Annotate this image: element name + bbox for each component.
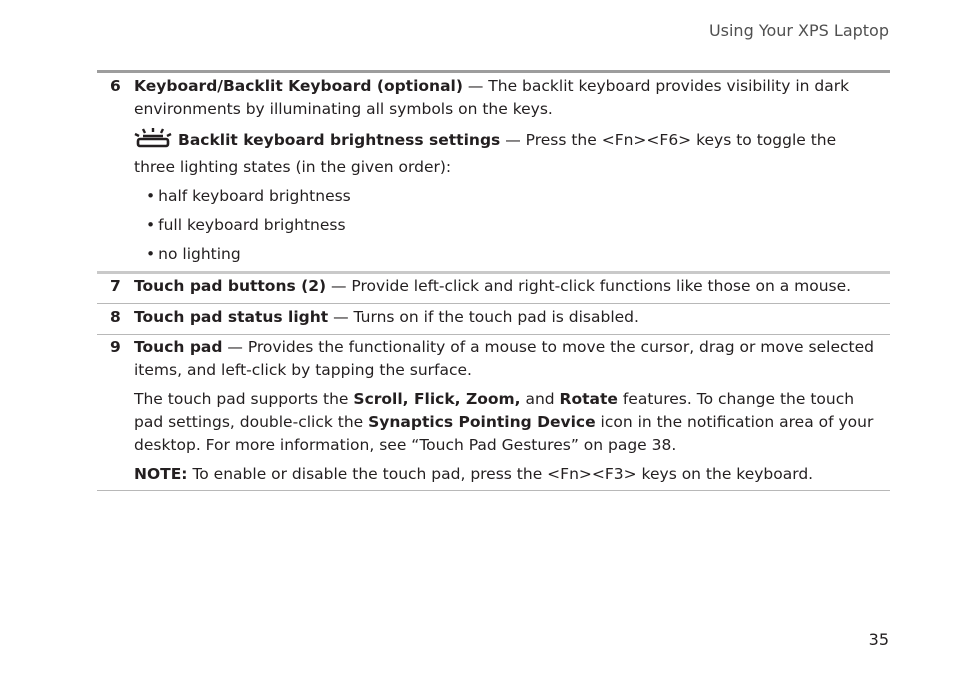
note-text: To enable or disable the touch pad, press the <Fn><F3> keys on the keyboard. — [187, 465, 814, 483]
item-title: Touch pad status light — [134, 308, 329, 326]
touchpad-info-paragraph — [134, 388, 882, 457]
feature-rotate: Rotate — [559, 390, 618, 408]
table-row — [97, 70, 890, 271]
text-run: and — [520, 390, 560, 408]
table-row — [97, 271, 890, 303]
table-row — [97, 303, 890, 334]
feature-table — [97, 70, 890, 491]
item-description: — Provide left-click and right-click functions like those on a mouse. — [326, 277, 852, 295]
feature-names: Scroll, Flick, Zoom, — [353, 390, 521, 408]
bullet-mark: • — [146, 245, 156, 263]
bullet-text: half keyboard brightness — [158, 187, 351, 205]
item-number: 8 — [110, 308, 121, 326]
text-run: features. To change the touch pad settings, double-click the — [134, 390, 855, 431]
device-name: Synaptics Pointing Device — [368, 413, 596, 431]
item-number: 7 — [110, 277, 121, 295]
list-item — [146, 185, 882, 208]
note — [134, 463, 882, 486]
item-number: 9 — [110, 338, 121, 356]
bullet-mark: • — [146, 187, 156, 205]
bullet-text: full keyboard brightness — [158, 216, 346, 234]
text-run: The touch pad supports the — [134, 390, 354, 408]
item-title: Touch pad — [134, 338, 223, 356]
note-label: NOTE: — [134, 465, 188, 483]
sub-title: Backlit keyboard brightness settings — [178, 131, 501, 149]
sub-description: — Press the <Fn><F6> keys to toggle the three lighting states (in the given order): — [134, 131, 837, 176]
table-row — [97, 334, 890, 491]
list-item — [146, 243, 882, 266]
item-description: — Turns on if the touch pad is disabled. — [328, 308, 639, 326]
text-run: icon in the notification area of your desktop. For more information, see “Touch Pad Gestures” on page 38. — [134, 413, 874, 454]
page-number: 35 — [868, 630, 889, 649]
running-header: Using Your XPS Laptop — [708, 21, 889, 40]
item-title: Touch pad buttons (2) — [134, 277, 327, 295]
item-description: — Provides the functionality of a mouse to move the cursor, drag or move selected items, and left-click by tapping the surface. — [134, 338, 874, 379]
item-number: 6 — [110, 77, 121, 95]
item-description: — The backlit keyboard provides visibility in dark environments by illuminating all symbols on the keys. — [134, 77, 850, 118]
bullet-mark: • — [146, 216, 156, 234]
bullet-text: no lighting — [158, 245, 241, 263]
keyboard-backlight-icon — [134, 127, 172, 156]
item-title: Keyboard/Backlit Keyboard (optional) — [134, 77, 463, 95]
list-item — [146, 214, 882, 237]
